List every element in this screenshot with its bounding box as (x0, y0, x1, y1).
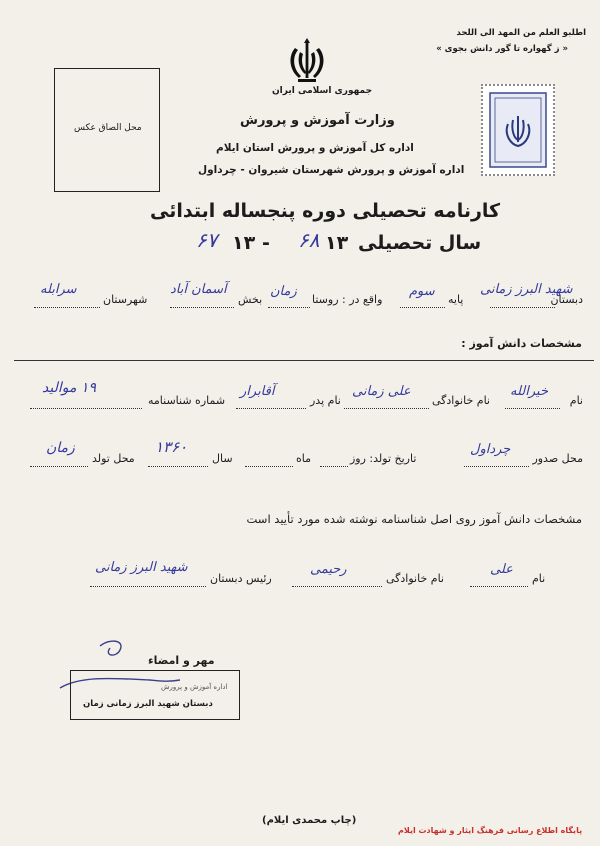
county-value: سرابله (40, 282, 77, 297)
school-principal-label: رئیس دبستان (210, 572, 272, 585)
academic-year-label: سال تحصیلی (358, 232, 482, 254)
issue-place-value: چرداول (470, 442, 511, 457)
district-value: آسمان آباد (170, 282, 227, 297)
principal-family-label: نام خانوادگی (386, 572, 444, 585)
stamp-line-2: دبستان شهید البرز زمانی زمان (83, 699, 213, 709)
birth-year-value: ۱۳۶۰ (155, 438, 188, 456)
id-number-label: شماره شناسنامه (148, 394, 226, 407)
revenue-stamp-icon (483, 86, 553, 174)
student-family-value: علی زمانی (352, 384, 411, 399)
photo-box-label: محل الصاق عکس (74, 123, 142, 133)
iran-emblem-icon (286, 38, 328, 84)
village-value: زمان (270, 284, 297, 299)
student-name-value: خیرالله (510, 384, 548, 399)
principal-school-value: شهید البرز زمانی (95, 560, 188, 575)
province-department: اداره کل آموزش و پرورش استان ایلام (216, 142, 414, 154)
principal-name-value: علی (490, 562, 513, 577)
motto-line-2: « ز گهواره تا گور دانش بجوی » (436, 44, 568, 54)
birth-month-label: ماه (296, 452, 312, 465)
birthplace-label: محل تولد (92, 452, 135, 465)
village-label: واقع در : روستا (312, 293, 383, 306)
issue-place-label: محل صدور (532, 452, 583, 465)
year-printed-1: ۱۳ (325, 232, 349, 254)
card-title: کارنامه تحصیلی دوره پنجساله ابتدائی (150, 200, 501, 222)
county-label: شهرستان (103, 293, 148, 306)
motto-line-1: اطلبو العلم من المهد الی اللحد (456, 28, 586, 38)
father-name-value: آقابرار (240, 384, 275, 399)
ministry-title: وزارت آموزش و پرورش (240, 113, 395, 128)
county-department: اداره آموزش و پرورش شهرستان شیروان - چرداول (198, 164, 465, 176)
student-name-label: نام (569, 394, 583, 407)
seal-signature-label: مهر و امضاء (148, 654, 215, 667)
birthplace-value: زمان (46, 440, 75, 456)
birth-day-label: تاریخ تولد: روز (350, 452, 417, 465)
principal-family-value: رحیمی (310, 562, 347, 577)
year-handwritten-2: ۶۷ (196, 228, 218, 252)
student-section-title: مشخصات دانش آموز : (461, 337, 582, 350)
emblem-caption: جمهوری اسلامی ایران (272, 86, 373, 96)
year-handwritten-1: ۶۸ (298, 228, 320, 252)
id-number-value: ۱۹ موالید (42, 380, 96, 396)
printer-credit: (چاپ محمدی ایلام) (262, 815, 357, 826)
birth-year-label: سال (212, 452, 233, 465)
year-printed-2: ۱۳ (232, 232, 256, 254)
grade-value: سوم (409, 284, 435, 299)
year-separator: - (262, 232, 270, 254)
father-name-label: نام پدر (310, 394, 341, 407)
school-label: دبستان (550, 293, 583, 306)
revenue-stamp (481, 84, 555, 176)
watermark-text: پایگاه اطلاع رسانی فرهنگ ایثار و شهادت ایلام (398, 826, 583, 835)
verification-text: مشخصات دانش آموز روی اصل شناسنامه نوشته شده مورد تأیید است (246, 512, 582, 526)
student-family-label: نام خانوادگی (432, 394, 490, 407)
school-value: شهید البرز زمانی (480, 282, 573, 297)
grade-label: پایه (448, 293, 464, 306)
district-label: بخش (238, 293, 263, 306)
principal-name-label: نام (532, 572, 546, 585)
stamp-line-1: اداره آموزش و پرورش (161, 683, 228, 691)
school-stamp (70, 670, 240, 720)
